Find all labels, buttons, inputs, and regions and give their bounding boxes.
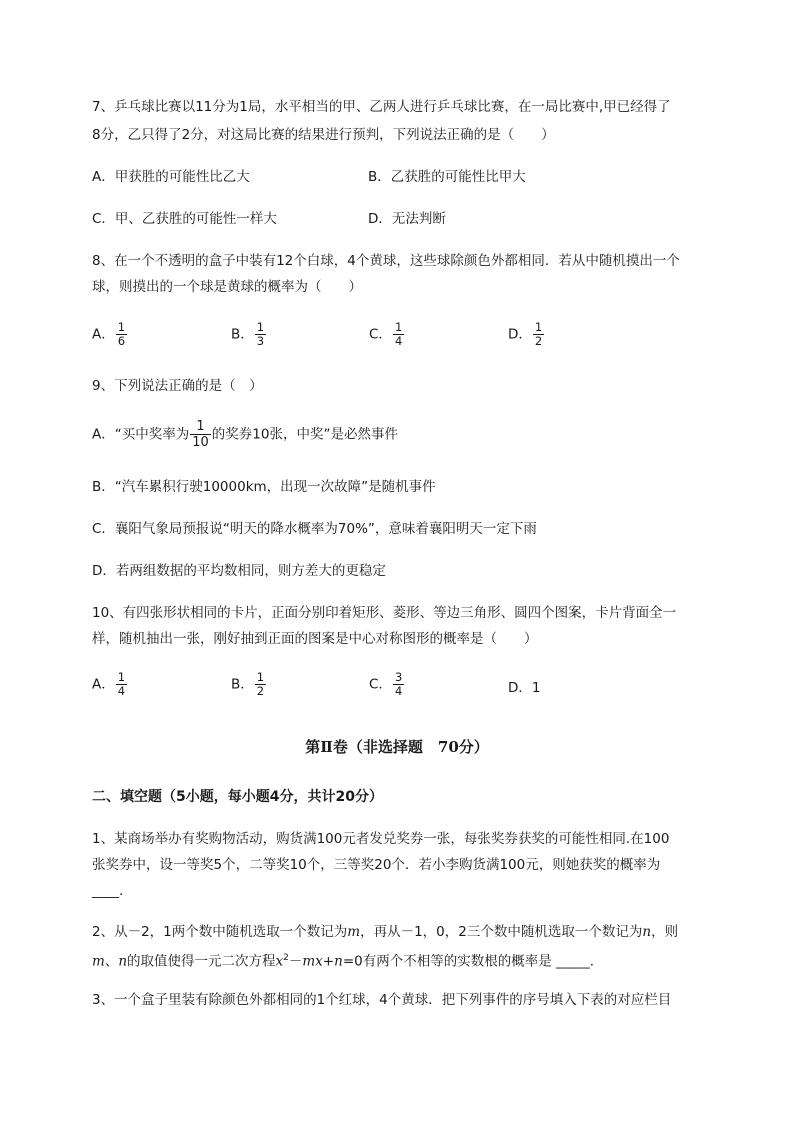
q8-option-b-fraction	[255, 321, 266, 348]
f3-line1: 3、一个盒子里装有除颜色外都相同的1个红球，4个黄球．把下列事件的序号填入下表的对应栏目	[92, 992, 672, 1008]
fraction-numerator: 1	[190, 419, 211, 435]
fraction-numerator: 3	[394, 670, 403, 684]
var-m: m	[92, 953, 105, 970]
fraction-denominator: 3	[256, 334, 265, 348]
eq-plus: +	[322, 953, 335, 970]
q9-option-a-fraction	[190, 419, 211, 450]
fraction-numerator: 1	[117, 670, 126, 684]
f2-line2	[92, 948, 594, 972]
q9-option-b: B．“汽车累积行驶10000km，出现一次故障”是随机事件	[92, 479, 436, 495]
fraction-numerator: 1	[256, 670, 265, 684]
q10-option-c	[369, 671, 405, 698]
q10-option-b	[231, 671, 267, 698]
q7-stem-line2: 8分，乙只得了2分，对这局比赛的结果进行预判，下列说法正确的是（ ）	[92, 127, 555, 143]
f2-line1-part-b: ，再从－1，0，2三个数中随机选取一个数记为	[360, 924, 643, 940]
eq-exponent: 2	[283, 953, 289, 963]
fraction-numerator: 1	[534, 320, 543, 334]
q10-option-c-fraction	[393, 671, 404, 698]
q9-option-a-pre: A．“买中奖率为	[92, 426, 190, 443]
q8-option-a	[92, 321, 128, 348]
f2-line1	[92, 922, 678, 942]
fill-blank-heading: 二、填空题（5小题，每小题4分，共计20分）	[92, 789, 383, 805]
f1-line3: ____.	[92, 883, 124, 899]
var-m: m	[347, 924, 361, 940]
q9-option-a	[92, 419, 398, 450]
q8-option-a-fraction	[116, 321, 127, 348]
q7-option-c: C．甲、乙获胜的可能性一样大	[92, 211, 277, 227]
q10-option-b-fraction	[255, 671, 266, 698]
q8-option-b-label: B．	[231, 326, 254, 343]
q8-option-c-label: C．	[369, 326, 392, 343]
q9-option-a-post: 的奖券10张，中奖”是必然事件	[211, 426, 398, 443]
var-n: n	[118, 953, 128, 970]
q10-option-a	[92, 671, 128, 698]
fraction-denominator: 4	[394, 684, 403, 698]
q8-option-d-label: D．	[508, 326, 532, 343]
fraction-denominator: 2	[256, 684, 265, 698]
q9-option-c: C．襄阳气象局预报说“明天的降水概率为70%”，意味着襄阳明天一定下雨	[92, 521, 537, 537]
q10-option-a-fraction	[116, 671, 127, 698]
fraction-numerator: 1	[394, 320, 403, 334]
q10-option-a-label: A．	[92, 676, 115, 693]
var-n: n	[642, 924, 652, 940]
q8-option-d	[508, 321, 545, 348]
eq-mx: mx	[302, 953, 323, 970]
q10-stem-line1: 10、有四张形状相同的卡片，正面分别印着矩形、菱形、等边三角形、圆四个图案，卡片背面全一	[92, 605, 677, 621]
fraction-denominator: 10	[192, 435, 209, 450]
f2-line2-tail: =0有两个不相等的实数根的概率是 _____.	[342, 953, 595, 970]
fraction-denominator: 4	[117, 684, 126, 698]
f2-line1-part-c: ，则	[651, 924, 679, 940]
f1-line1: 1、某商场举办有奖购物活动，购货满100元者发兑奖券一张，每张奖券获奖的可能性相同.在100	[92, 831, 670, 847]
eq-minus: －	[288, 953, 303, 970]
section-title: 第Ⅱ卷（非选择题 70分）	[305, 738, 489, 756]
q7-option-d: D．无法判断	[368, 211, 446, 227]
q8-option-c	[369, 321, 405, 348]
q8-stem-line1: 8、在一个不透明的盒子中装有12个白球，4个黄球，这些球除颜色外都相同．若从中随机摸出一个	[92, 253, 680, 269]
q10-stem-line2: 样，随机抽出一张，刚好抽到正面的图案是中心对称图形的概率是（ ）	[92, 631, 538, 647]
q8-option-b	[231, 321, 267, 348]
q8-stem-line2: 球，则摸出的一个球是黄球的概率为（ ）	[92, 279, 362, 295]
fraction-denominator: 2	[534, 334, 543, 348]
fraction-denominator: 6	[117, 334, 126, 348]
q8-option-c-fraction	[393, 321, 404, 348]
q9-stem: 9、下列说法正确的是（ ）	[92, 378, 263, 394]
q7-option-a: A．甲获胜的可能性比乙大	[92, 169, 250, 185]
q8-option-d-fraction	[533, 321, 544, 348]
f2-line2-text: 的取值使得一元二次方程	[127, 953, 276, 970]
q10-option-b-label: B．	[231, 676, 254, 693]
q8-option-a-label: A．	[92, 326, 115, 343]
q7-option-b: B．乙获胜的可能性比甲大	[368, 169, 526, 185]
f2-line2-sep: 、	[104, 953, 119, 970]
q9-option-d: D．若两组数据的平均数相同，则方差大的更稳定	[92, 563, 386, 579]
q7-stem-line1: 7、乒乓球比赛以11分为1局，水平相当的甲、乙两人进行乒乓球比赛，在一局比赛中,甲已经得了	[92, 99, 671, 115]
f2-line1-part-a: 2、从－2，1两个数中随机选取一个数记为	[92, 924, 348, 940]
fraction-denominator: 4	[394, 334, 403, 348]
fraction-numerator: 1	[117, 320, 126, 334]
q10-option-d: D．1	[508, 680, 541, 696]
fraction-numerator: 1	[256, 320, 265, 334]
f1-line2: 张奖券中，设一等奖5个，二等奖10个，三等奖20个．若小李购货满100元，则她获奖的概率为	[92, 857, 661, 873]
eq-x: x	[275, 953, 284, 970]
eq-n: n	[334, 953, 343, 970]
q10-option-c-label: C．	[369, 676, 392, 693]
